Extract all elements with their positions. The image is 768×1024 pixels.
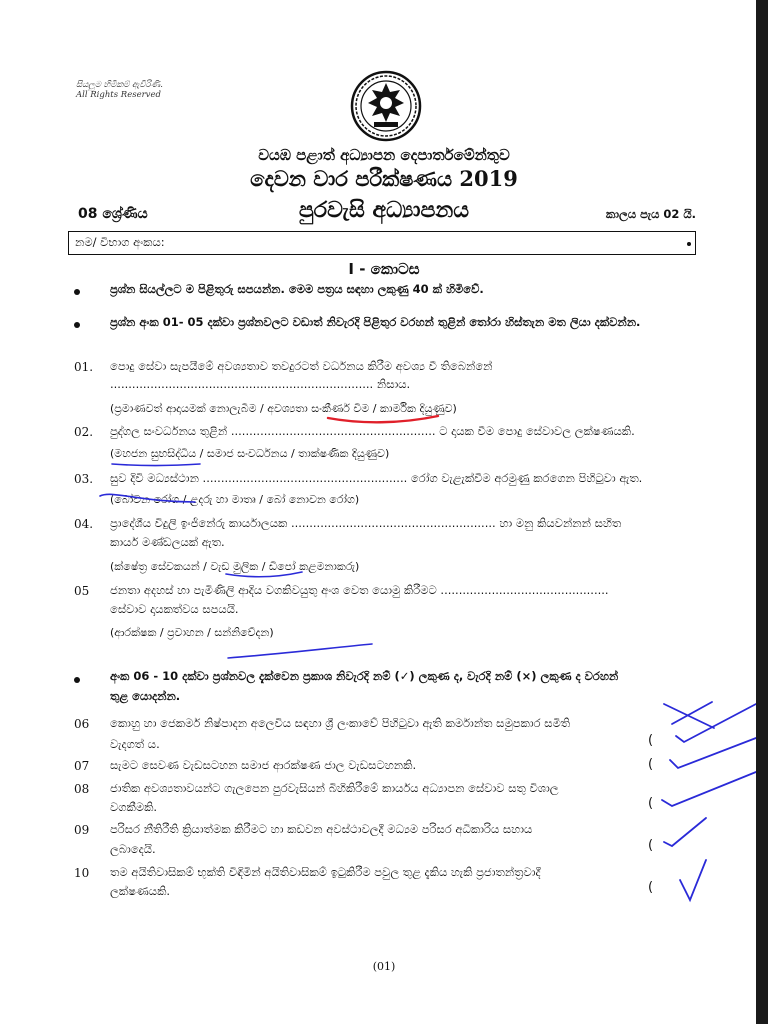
question-text-cont: වගකීමකි. <box>110 800 158 814</box>
question-text[interactable]: පුද්ගල සංවර්ධනය තුළින් ........................................................ ට දායක වීම පොදු සේවාවල ලක්ෂණයකි. <box>110 424 635 438</box>
grade-label: 08 ශ්‍රේණිය <box>78 206 148 222</box>
question-number: 09 <box>74 823 90 837</box>
question-text-cont: ලබාදෙයි. <box>110 842 156 856</box>
question-number: 03. <box>74 472 94 486</box>
bullet-icon <box>74 677 80 683</box>
rights-english: All Rights Reserved <box>76 90 161 100</box>
page-number: (01) <box>372 960 396 973</box>
subject-title: පුරවැසි අධ්‍යාපනය <box>298 198 470 223</box>
answer-options: (බෝවන රෝග / ළදරු හා මාතෘ / බෝ නොවන රෝග) <box>110 493 360 506</box>
answer-options: (මහජන සුභසිද්ධිය / සමාජ සංවර්ධනය / තාක්ෂණික දියුණුව) <box>110 447 390 460</box>
box-dot <box>687 242 691 246</box>
question-text-cont: සේවාව දායකත්වය සපයයි. <box>110 602 239 616</box>
answer-bracket[interactable]: ( <box>648 733 654 748</box>
question-text: පරිසර නීතිරීති ක්‍රියාත්මක කිරීමට හා කඩවන අවස්ථාවලදී මධ්‍යම පරිසර අධිකාරිය සහාය <box>110 822 533 836</box>
answer-bracket[interactable]: ( <box>648 838 654 853</box>
instruction-1: ප්‍රශ්න සියල්ලට ම පිළිතුරු සපයන්න. මෙම පත්‍රය සඳහා ලකුණු 40 ක් හිමිවේ. <box>110 282 484 296</box>
scan-edge <box>756 0 768 1024</box>
answer-options: (ප්‍රමාණවත් ආදායමක් නොලැබීම / අවශ්‍යතා සංකීර්ණ වීම / කාර්මික දියුණුව) <box>110 402 457 415</box>
name-index-label: නම/ විභාග අංකය: <box>75 235 165 249</box>
question-number: 06 <box>74 717 90 731</box>
time-label: කාලය පැය 02 යි. <box>605 207 696 221</box>
question-number: 07 <box>74 759 90 773</box>
answer-options: (ක්ෂේත්‍ර සේවකයන් / වැඩ මුලික / ඩිපෝ කළමනාකරු) <box>110 560 360 573</box>
question-number: 05 <box>74 584 90 598</box>
blue-underline <box>228 644 372 658</box>
question-text-cont[interactable]: ........................................................................ නිසාය. <box>110 377 411 391</box>
question-number: 04. <box>74 517 94 531</box>
question-text-cont: කාර්ය මණ්ඩලයක් ඇත. <box>110 535 225 549</box>
question-text-cont: වැදගත් ය. <box>110 737 160 751</box>
question-number: 01. <box>74 360 94 374</box>
instruction-2: ප්‍රශ්න අංක 01- 05 දක්වා ප්‍රශ්නවලට වඩාත් නිවැරදි පිළිතුර වරහන් තුළින් තෝරා හිස්තැන මත ලියා දක්වන්න. <box>110 315 641 329</box>
question-text: කොහු හා ජෙකර්ම නිෂ්පාදන අලෙවිය සඳහා ශ්‍රී ලංකාවේ පිහිටුවා ඇති කර්මාන්ත සමුපකාර සමිති <box>110 716 571 730</box>
question-text[interactable]: සුව දිවි මධ්‍යස්ථාන ........................................................ රෝග වැළැක්වීම අරමුණු කරගෙන පිහිටුවා ඇත. <box>110 471 643 485</box>
question-text[interactable]: ප්‍රාදේශීය විදුලි ඉංජිනේරු කාර්යාලයක ........................................................ හා මනු කියවන්නන් සහිත <box>110 516 622 530</box>
question-text[interactable]: ජනතා අදහස් හා පැමිණිලි ආදිය වගකිවයුතු අංශ වෙත යොමු කිරීමට .............................................. <box>110 583 609 597</box>
name-index-box[interactable] <box>68 231 696 255</box>
answer-bracket[interactable]: ( <box>648 880 654 895</box>
rights-notice <box>76 80 163 100</box>
question-number: 02. <box>74 425 94 439</box>
question-text-cont: ලක්ෂණයකි. <box>110 884 171 898</box>
instruction-3: අංක 06 - 10 දක්වා ප්‍රශ්නවල දැක්වෙන ප්‍රකාශ නිවැරදි නම් (✓) ලකුණ ද, වැරදි නම් (×) ලකුණ ද වරහන් <box>110 669 619 683</box>
question-number: 10 <box>74 866 90 880</box>
question-text: සැමට සෙවණ වැඩසටහන සමාජ ආරක්ෂණ ජාල වැඩසටහනකි. <box>110 758 417 772</box>
answer-bracket[interactable]: ( <box>648 757 654 772</box>
question-text: ජාතික අවශ්‍යතාවයන්ට ගැලපෙන පුරවැසියන් බිහිකිරීමේ කාර්යය අධ්‍යාපන සේවාව සතු විශාල <box>110 781 559 795</box>
instruction-3-cont: තුළ යොදන්න. <box>110 689 181 703</box>
bullet-icon <box>74 289 80 295</box>
question-text: පොදු සේවා සැපයීමේ අවශ්‍යතාව තවදුරටත් වර්ධනය කිරීම අවශ්‍ය වී තිබෙන්නේ <box>110 359 493 373</box>
provincial-seal-icon <box>350 70 422 142</box>
section-title: I - කොටස <box>348 260 420 278</box>
blue-underline <box>112 464 200 466</box>
question-text: තම අයිතිවාසිකම් භුක්ති විඳිමින් අයිතිවාසිකම් ඉටුකිරීම පවුල තුළ දැකිය හැකි ප්‍රජාතන්ත්‍රවාදී <box>110 865 541 879</box>
department-name: වයඹ පළාත් අධ්‍යාපන දෙපාර්තමේන්තුව <box>258 146 510 164</box>
question-number: 08 <box>74 782 90 796</box>
answer-bracket[interactable]: ( <box>648 796 654 811</box>
bullet-icon <box>74 322 80 328</box>
answer-options: (ආරක්ෂක / ප්‍රවාහන / සන්නිවේදන) <box>110 626 274 639</box>
rights-sinhala: සියලුම හිමිකම් ඇවිරිණි. <box>76 80 163 90</box>
exam-title: දෙවන වාර පරීක්ෂණය 2019 <box>250 166 518 191</box>
